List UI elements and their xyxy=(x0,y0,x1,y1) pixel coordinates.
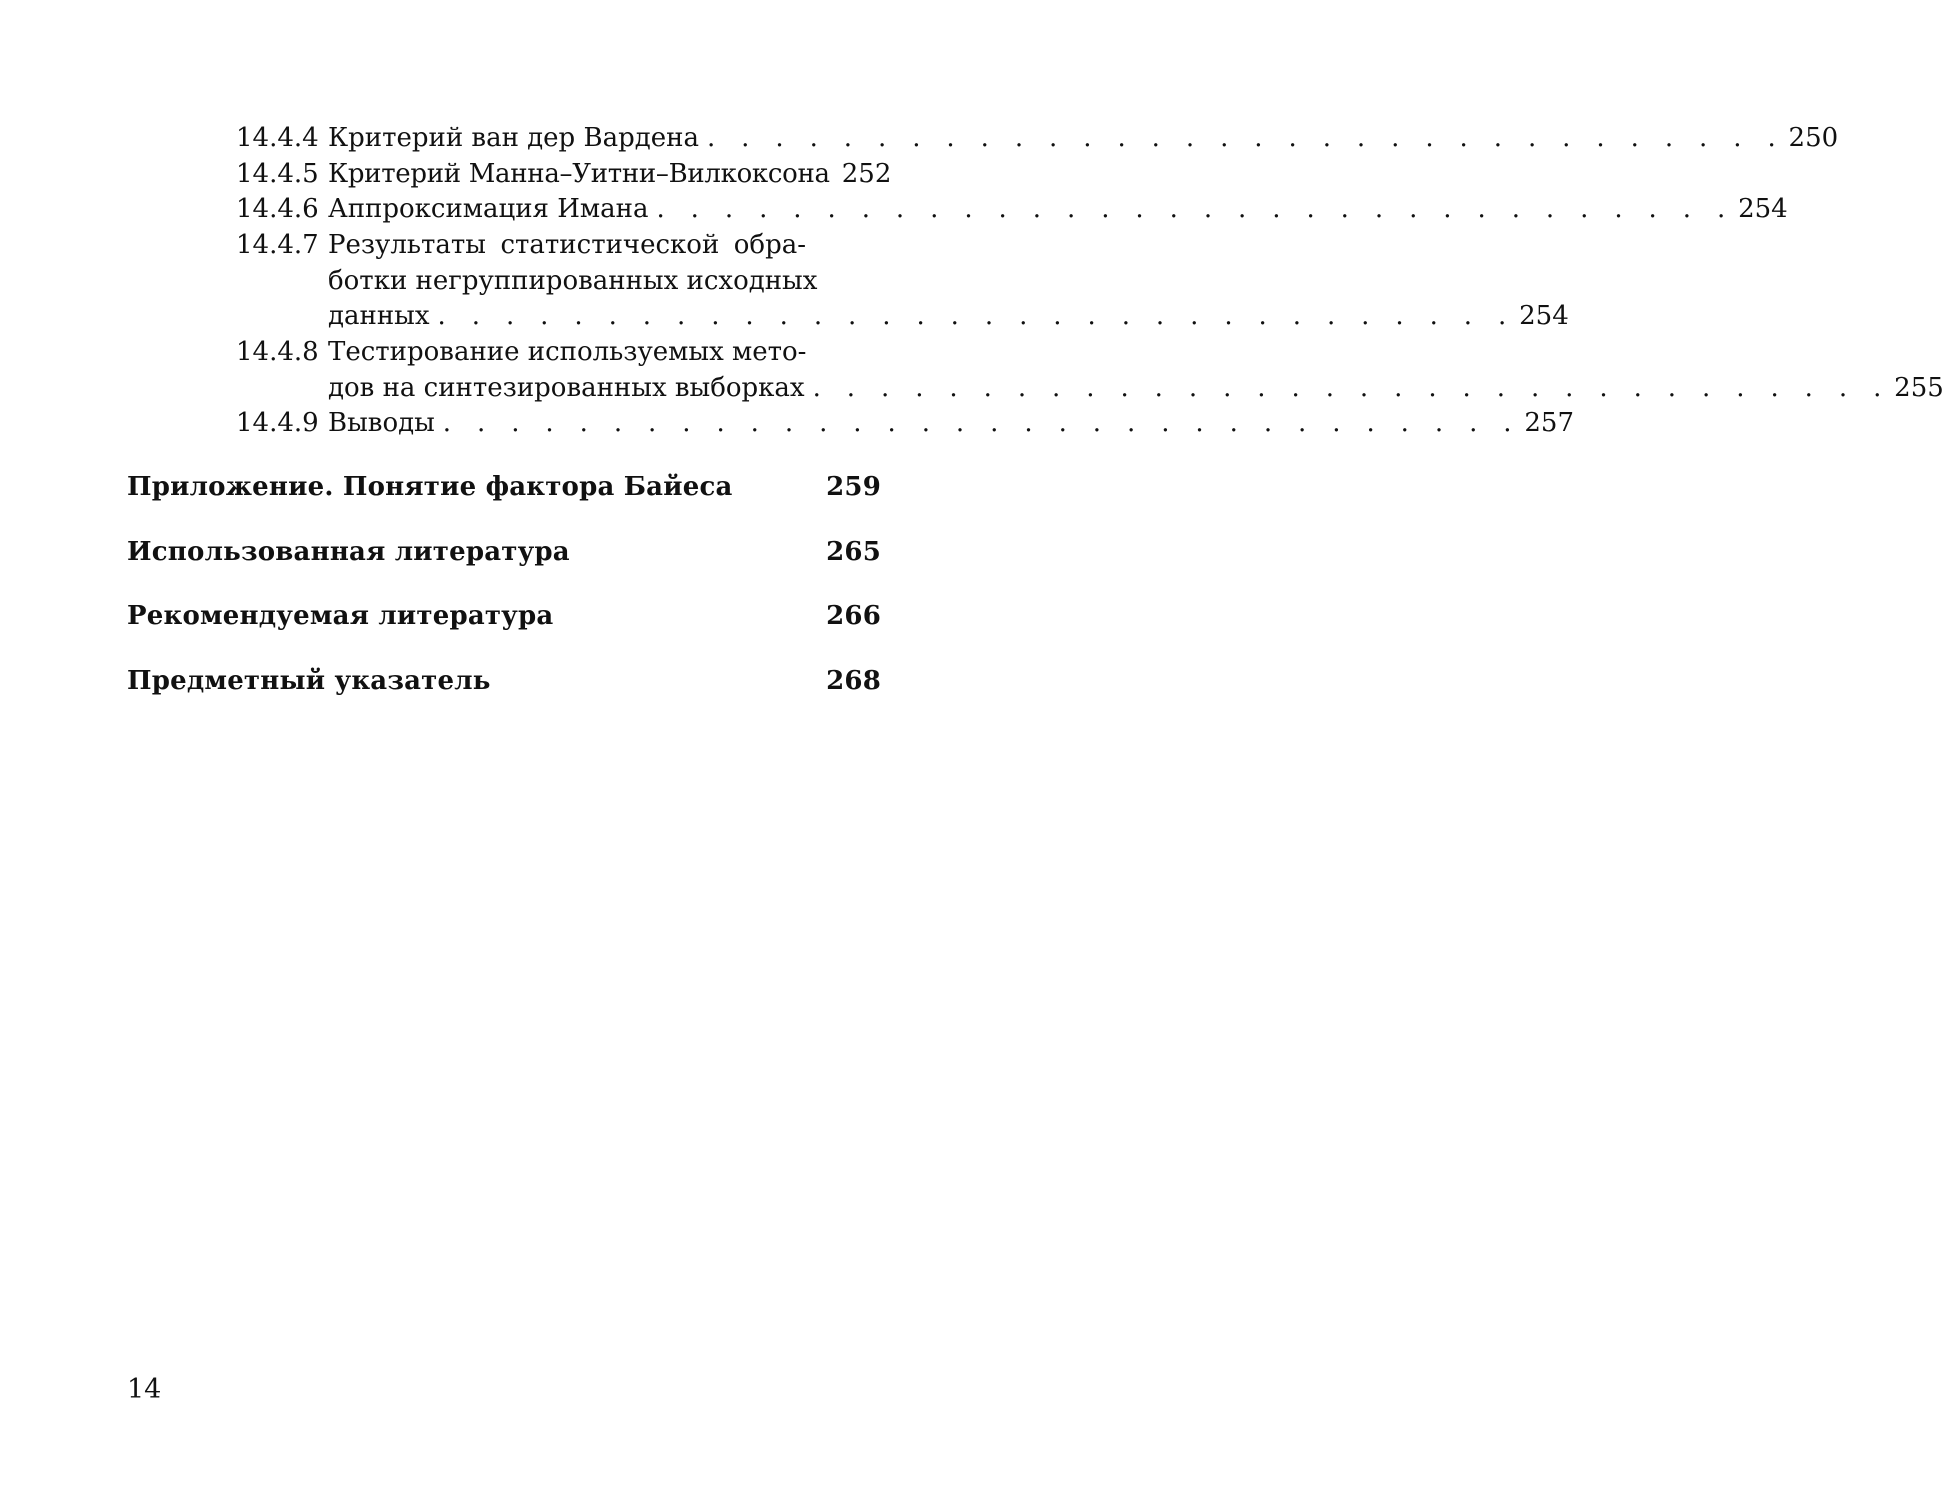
entry-title-line: Тестирование используемых мето- xyxy=(328,337,807,367)
entry-title: Аппроксимация Имана xyxy=(328,194,649,224)
entry-number: 14.4.9 xyxy=(236,408,319,438)
dot-leader: . . . . . . . . . . . . . . . . . . . . . . . . . . . . . . . . xyxy=(812,372,1891,403)
toc-entry-14-4-8[interactable] xyxy=(236,335,1944,406)
toc-chapter-recommended-reading[interactable] xyxy=(127,601,881,631)
chapter-page: 266 xyxy=(826,601,881,631)
entry-title: Критерий Манна–Уитни–Вилкоксона xyxy=(328,159,830,189)
dot-leader: . . . . . . . . . . . . . . . . . . . . . . . . . . . . . . . . xyxy=(656,194,1735,224)
toc-entry-14-4-4[interactable] xyxy=(236,121,1839,157)
chapter-title: Приложение. Понятие фактора Байеса xyxy=(127,472,733,502)
dot-leader: . . . . . . . . . . . . . . . . . . . . . . . . . . . . . . . . xyxy=(442,408,1521,438)
toc-entry-14-4-9[interactable] xyxy=(236,406,1575,442)
entry-title-line: данных xyxy=(328,301,430,331)
chapter-title: Использованная литература xyxy=(127,537,570,567)
entry-number: 14.4.8 xyxy=(236,337,319,367)
toc-entry-14-4-7[interactable] xyxy=(236,228,1569,335)
entry-number: 14.4.5 xyxy=(236,159,319,189)
entry-title: Выводы xyxy=(328,408,435,438)
entry-page: 255 xyxy=(1894,372,1944,403)
entry-page: 254 xyxy=(1519,301,1569,331)
entry-title-line: Результаты статистической обра- xyxy=(328,230,806,260)
chapter-page: 259 xyxy=(826,472,881,502)
entry-page: 250 xyxy=(1788,123,1839,153)
chapter-title: Предметный указатель xyxy=(127,666,491,696)
entry-title-line: ботки негруппированных исходных xyxy=(328,265,818,296)
entry-title-line: дов на синтезированных выборках xyxy=(328,372,805,403)
chapter-page: 265 xyxy=(826,537,881,567)
dot-leader: . . . . . . . . . . . . . . . . . . . . . . . . . . . . . . . . xyxy=(437,301,1516,331)
toc-chapter-subject-index[interactable] xyxy=(127,666,881,696)
toc-entry-14-4-6[interactable] xyxy=(236,192,1788,228)
chapter-page: 268 xyxy=(826,666,881,696)
entry-number: 14.4.7 xyxy=(236,230,319,260)
toc-chapter-references-used[interactable] xyxy=(127,537,881,567)
chapter-title: Рекомендуемая литература xyxy=(127,601,554,631)
page-number: 14 xyxy=(127,1374,162,1405)
entry-page: 252 xyxy=(841,159,892,189)
entry-number: 14.4.6 xyxy=(236,194,319,224)
entry-page: 254 xyxy=(1738,194,1788,224)
entry-page: 257 xyxy=(1524,408,1575,438)
toc-chapter-appendix[interactable] xyxy=(127,472,881,502)
toc-entry-14-4-5[interactable] xyxy=(236,157,892,193)
entry-title: Критерий ван дер Вардена xyxy=(328,123,699,153)
entry-number: 14.4.4 xyxy=(236,123,319,153)
dot-leader: . . . . . . . . . . . . . . . . . . . . . . . . . . . . . . . . xyxy=(706,123,1785,153)
